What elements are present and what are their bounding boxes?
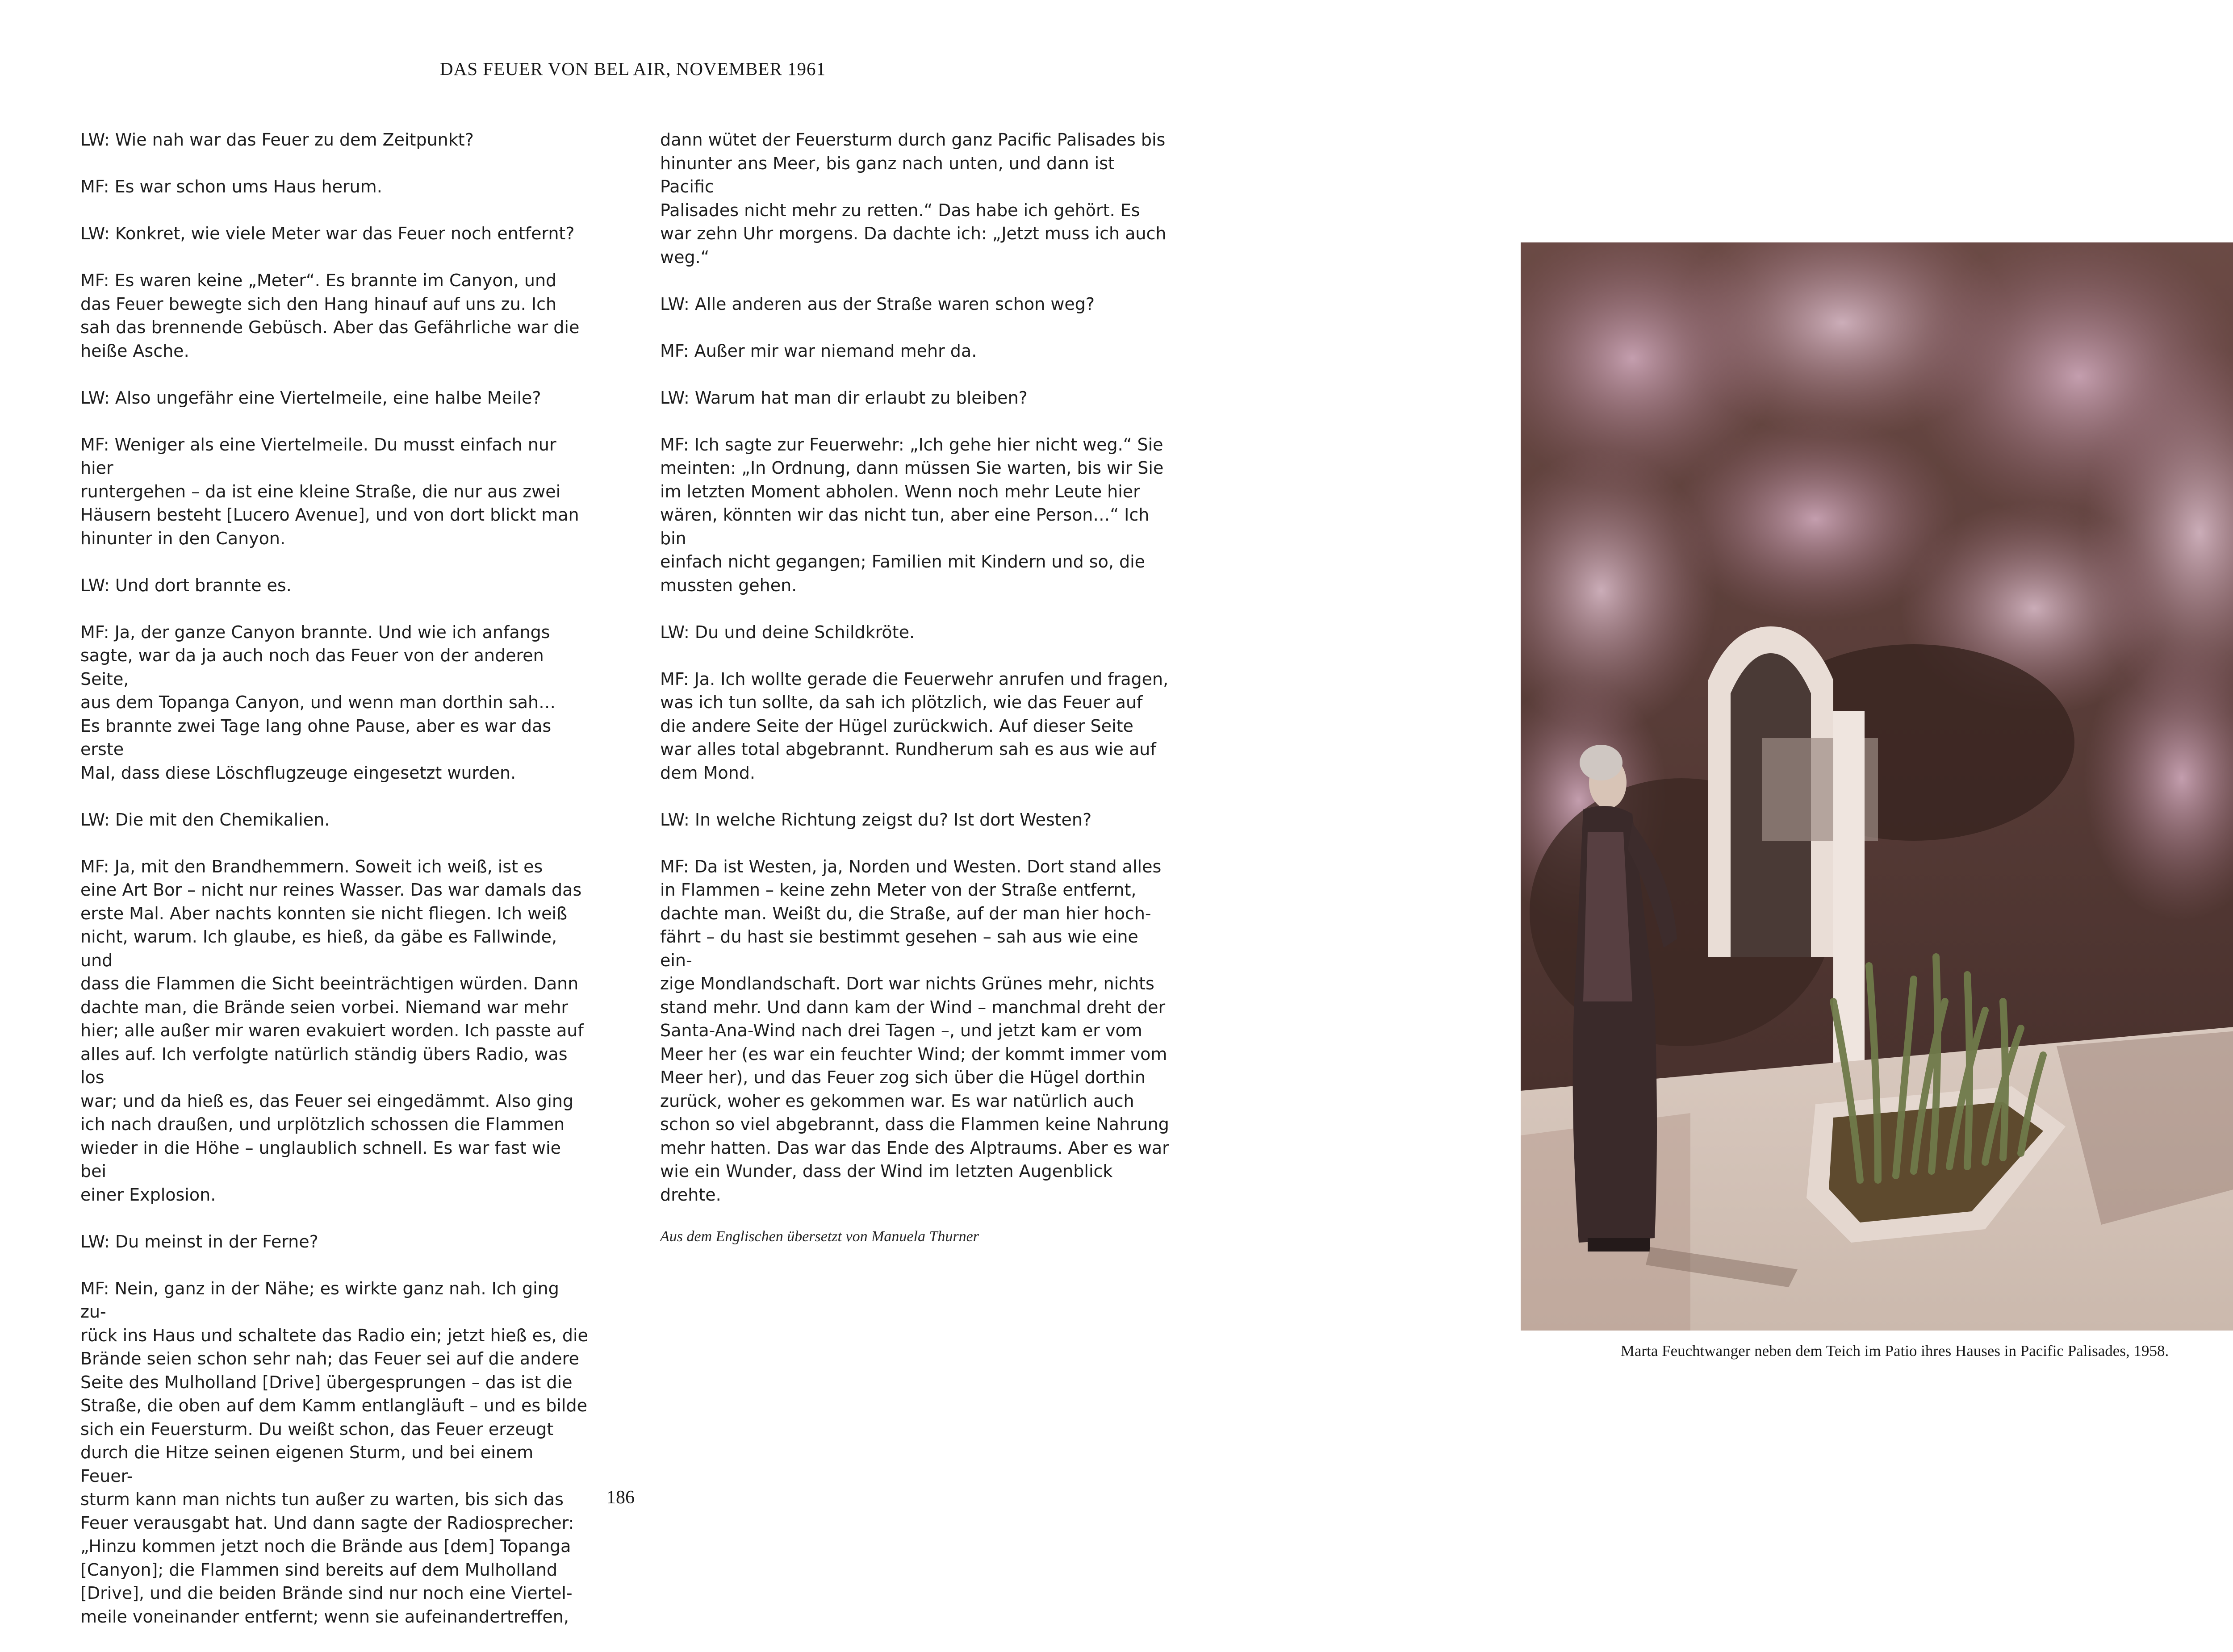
paragraph: MF: Es war schon ums Haus herum. <box>80 177 382 196</box>
paragraph: MF: Weniger als eine Viertelmeile. Du musst einfach nur hier runtergehen – da ist eine kleine Straße, die nur aus zwei Häusern besteht [Lucero Avenue], und von dort blickt man hinunter in den Canyon. <box>80 434 579 548</box>
paragraph: LW: Alle anderen aus der Straße waren schon weg? <box>660 294 1095 314</box>
text-column-right <box>660 128 1169 1247</box>
paragraph: MF: Es waren keine „Meter“. Es brannte im Canyon, und das Feuer bewegte sich den Hang hinauf auf uns zu. Ich sah das brennende Gebüsch. Aber das Gefährliche war die heiße Asche. <box>80 271 580 361</box>
paragraph: dann wütet der Feuersturm durch ganz Pacific Palisades bis hinunter ans Meer, bis ganz nach unten, und dann ist Pacific Palisades nicht mehr zu retten.“ Das habe ich gehört. Es war zehn Uhr morgens. Da dachte ich: „Jetzt muss ich auch weg.“ <box>660 130 1167 267</box>
paragraph: LW: Warum hat man dir erlaubt zu bleiben? <box>660 388 1028 408</box>
page-number: 186 <box>606 1487 635 1508</box>
paragraph: MF: Nein, ganz in der Nähe; es wirkte ganz nah. Ich ging zu- rück ins Haus und schaltete das Radio ein; jetzt hieß es, die Brände seien schon sehr nah; das Feuer sei auf die andere Seite des Mulholland [Drive] übergesprungen – das ist die Straße, die oben auf dem Kamm entlangläuft – und es bilde sich ein Feuersturm. Du weißt schon, das Feuer erzeugt durch die Hitze seinen eigenen Sturm, und bei einem Feuer- sturm kann man nichts tun außer zu warten, bis sich das Feuer verausgabt hat. Und dann sagte der Radiosprecher: „Hinzu kommen jetzt noch die Brände aus [dem] Topanga [Canyon]; die Flammen sind bereits auf dem Mulholland [Drive], und die beiden Brände sind nur noch eine Viertel- meile voneinander entfernt; wenn sie aufeinandertreffen, <box>80 1278 588 1627</box>
running-head: DAS FEUER VON BEL AIR, NOVEMBER 1961 <box>440 58 826 79</box>
text-column-left <box>80 128 590 1652</box>
paragraph: LW: Du meinst in der Ferne? <box>80 1231 318 1252</box>
paragraph: LW: Die mit den Chemikalien. <box>80 809 330 830</box>
paragraph: MF: Ja. Ich wollte gerade die Feuerwehr anrufen und fragen, was ich tun sollte, da sah ich plötzlich, wie das Feuer auf die andere Seite der Hügel zurückwich. Auf dieser Seite war alles total abgebrannt. Rundherum sah es aus wie auf dem Mond. <box>660 669 1169 783</box>
photo-caption: Marta Feuchtwanger neben dem Teich im Patio ihres Hauses in Pacific Palisades, 1958. <box>1620 1342 2169 1360</box>
paragraph: LW: Wie nah war das Feuer zu dem Zeitpunkt? <box>80 130 474 150</box>
paragraph: MF: Ich sagte zur Feuerwehr: „Ich gehe hier nicht weg.“ Sie meinten: „In Ordnung, dann müssen Sie warten, bis wir Sie im letzten Moment abholen. Wenn noch mehr Leute hier wären, könnten wir das nicht tun, aber eine Person…“ Ich bin einfach nicht gegangen; Familien mit Kindern und so, die mussten gehen. <box>660 434 1164 595</box>
paragraph: MF: Außer mir war niemand mehr da. <box>660 341 977 361</box>
paragraph: LW: Du und deine Schildkröte. <box>660 622 915 642</box>
paragraph: LW: Konkret, wie viele Meter war das Feuer noch entfernt? <box>80 224 575 243</box>
paragraph: LW: Also ungefähr eine Viertelmeile, eine halbe Meile? <box>80 388 541 408</box>
translator-note: Aus dem Englischen übersetzt von Manuela Thurner <box>660 1228 979 1245</box>
paragraph: LW: In welche Richtung zeigst du? Ist dort Westen? <box>660 809 1092 830</box>
paragraph: MF: Ja, mit den Brandhemmern. Soweit ich weiß, ist es eine Art Bor – nicht nur reines Wasser. Das war damals das erste Mal. Aber nachts konnten sie nicht fliegen. Ich weiß nicht, warum. Ich glaube, es hieß, da gäbe es Fallwinde, und dass die Flammen die Sicht beeinträchtigen würden. Dann dachte man, die Brände seien vorbei. Niemand war mehr hier; alle außer mir waren evakuiert worden. Ich passte auf alles auf. Ich verfolgte natürlich ständig übers Radio, was los war; und da hieß es, das Feuer sei eingedämmt. Also ging ich nach draußen, und urplötzlich schossen die Flammen wieder in die Höhe – unglaublich schnell. Es war fast wie bei einer Explosion. <box>80 856 584 1205</box>
paragraph: MF: Ja, der ganze Canyon brannte. Und wie ich anfangs sagte, war da ja auch noch das Feuer von der anderen Seite, aus dem Topanga Canyon, und wenn man dorthin sah… Es brannte zwei Tage lang ohne Pause, aber es war das erste Mal, dass diese Löschflugzeuge eingesetzt wurden. <box>80 622 556 783</box>
paragraph: MF: Da ist Westen, ja, Norden und Westen. Dort stand alles in Flammen – keine zehn Meter von der Straße entfernt, dachte man. Weißt du, die Straße, auf der man hier hoch- fährt – du hast sie bestimmt gesehen – sah aus wie eine ein- zige Mondlandschaft. Dort war nichts Grünes mehr, nichts stand mehr. Und dann kam der Wind – manchmal dreht der Santa-Ana-Wind nach drei Tagen –, und jetzt kam er vom Meer her (es war ein feuchter Wind; der kommt immer vom Meer her), und das Feuer zog sich über die Hügel dorthin zurück, woher es gekommen war. Es war natürlich auch schon so viel abgebrannt, dass die Flammen keine Nahrung mehr hatten. Das war das Ende des Alptraums. Aber es war wie ein Wunder, dass der Wind im letzten Augenblick drehte. <box>660 856 1169 1205</box>
paragraph: LW: Und dort brannte es. <box>80 575 292 595</box>
photo <box>1521 242 2233 1331</box>
